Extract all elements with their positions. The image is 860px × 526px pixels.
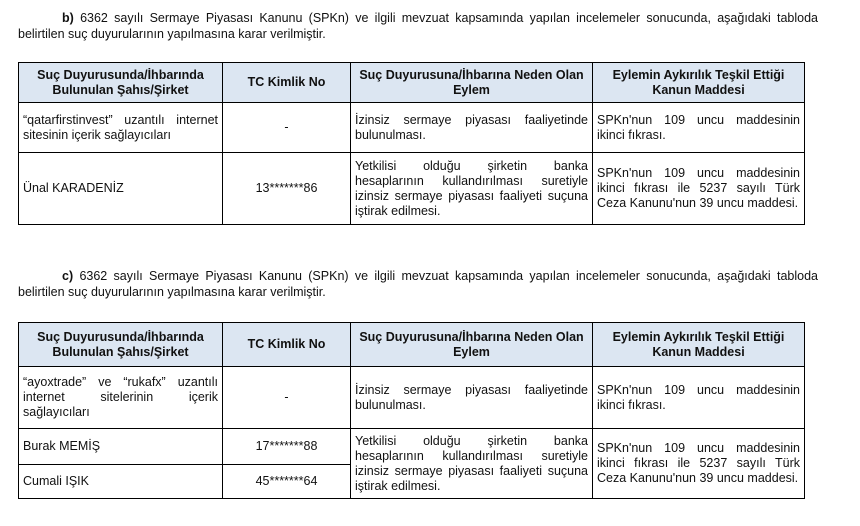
header-tc: TC Kimlik No — [223, 323, 351, 367]
cell-party: “ayoxtrade” ve “rukafx” uzantılı internet sitelerinin içerik sağlayıcıları — [19, 367, 223, 429]
header-party: Suç Duyurusunda/İhbarında Bulunulan Şahıs/Şirket — [19, 323, 223, 367]
cell-act: İzinsiz sermaye piyasası faaliyetinde bulunulması. — [351, 367, 593, 429]
cell-law-merged: SPKn'nun 109 uncu maddesinin ikinci fıkrası ile 5237 sayılı Türk Ceza Kanunu'nun 39 uncu maddesi. — [593, 429, 805, 499]
cell-act: Yetkilisi olduğu şirketin banka hesaplarının kullandırılması suretiyle izinsiz sermaye piyasası faaliyeti suçuna iştirak edilmesi. — [351, 153, 593, 225]
section-b-paragraph — [18, 10, 818, 42]
header-party: Suç Duyurusunda/İhbarında Bulunulan Şahıs/Şirket — [19, 63, 223, 103]
cell-tc: 45*******64 — [223, 465, 351, 499]
section-c-marker: c) — [62, 269, 74, 283]
cell-tc: - — [223, 103, 351, 153]
header-law: Eylemin Aykırılık Teşkil Ettiği Kanun Maddesi — [593, 63, 805, 103]
cell-tc: 17*******88 — [223, 429, 351, 465]
cell-act-merged: Yetkilisi olduğu şirketin banka hesaplarının kullandırılması suretiyle izinsiz sermaye piyasası faaliyeti suçuna iştirak edilmesi. — [351, 429, 593, 499]
cell-party: Ünal KARADENİZ — [19, 153, 223, 225]
table-row — [19, 429, 805, 465]
header-act: Suç Duyurusuna/İhbarına Neden Olan Eylem — [351, 323, 593, 367]
section-b-table — [18, 62, 805, 225]
header-law: Eylemin Aykırılık Teşkil Ettiği Kanun Maddesi — [593, 323, 805, 367]
cell-law: SPKn'nun 109 uncu maddesinin ikinci fıkrası. — [593, 103, 805, 153]
cell-party: Cumali IŞIK — [19, 465, 223, 499]
cell-law: SPKn'nun 109 uncu maddesinin ikinci fıkrası ile 5237 sayılı Türk Ceza Kanunu'nun 39 uncu maddesi. — [593, 153, 805, 225]
table-header-row — [19, 63, 805, 103]
cell-party: “qatarfirstinvest” uzantılı internet sitesinin içerik sağlayıcıları — [19, 103, 223, 153]
section-c-paragraph — [18, 268, 818, 300]
cell-law: SPKn'nun 109 uncu maddesinin ikinci fıkrası. — [593, 367, 805, 429]
table-row — [19, 367, 805, 429]
table-row — [19, 103, 805, 153]
section-c-text: 6362 sayılı Sermaye Piyasası Kanunu (SPKn) ve ilgili mevzuat kapsamında yapılan incelemeler sonucunda, aşağıdaki tabloda belirtilen suç duyurularının yapılmasına karar verilmiştir. — [18, 269, 818, 299]
cell-tc: - — [223, 367, 351, 429]
table-row — [19, 153, 805, 225]
cell-party: Burak MEMİŞ — [19, 429, 223, 465]
section-c-table — [18, 322, 805, 499]
section-b-text: 6362 sayılı Sermaye Piyasası Kanunu (SPKn) ve ilgili mevzuat kapsamında yapılan incelemeler sonucunda, aşağıdaki tabloda belirtilen suç duyurularının yapılmasına karar verilmiştir. — [18, 11, 818, 41]
header-tc: TC Kimlik No — [223, 63, 351, 103]
cell-act: İzinsiz sermaye piyasası faaliyetinde bulunulması. — [351, 103, 593, 153]
table-header-row — [19, 323, 805, 367]
section-b-marker: b) — [62, 11, 74, 25]
cell-tc: 13*******86 — [223, 153, 351, 225]
header-act: Suç Duyurusuna/İhbarına Neden Olan Eylem — [351, 63, 593, 103]
